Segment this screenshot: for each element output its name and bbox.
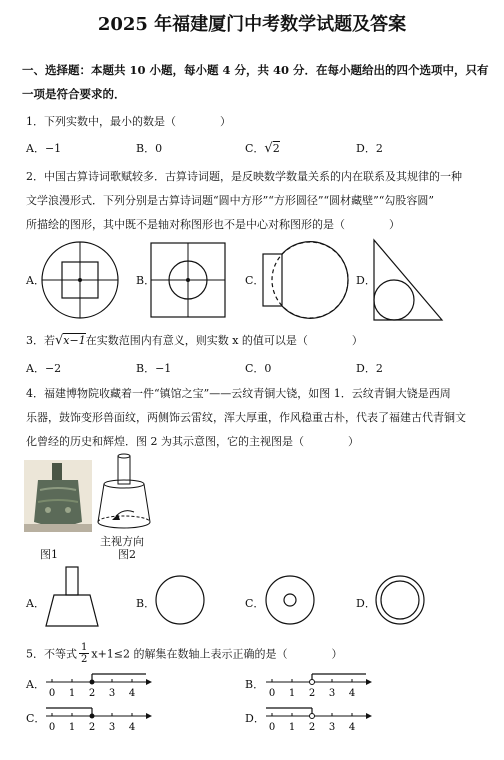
tick-0: 0 [268, 722, 276, 733]
bronze-photo [24, 460, 92, 532]
number-line-c [44, 704, 154, 732]
tick-2: 2 [308, 688, 316, 699]
tick-2: 2 [308, 722, 316, 733]
q4-label-b: B． [136, 597, 156, 610]
q3-option-a: A．−2 [26, 362, 62, 375]
q3-stem [26, 332, 363, 348]
sqrt-symbol: √ [264, 141, 273, 156]
q5-label-b: B． [245, 678, 265, 691]
q4-line1: 4．福建博物院收藏着一件“镇馆之宝”——云纹青铜大铙，如图 1．云纹青铜大铙是西周 [26, 387, 451, 400]
view-direction-label: 主视方向 [100, 535, 144, 548]
q4-label-d: D． [356, 597, 376, 610]
fig2-label: 图2 [118, 548, 136, 561]
q5-label-d: D． [245, 712, 265, 725]
q2-figure-a [40, 240, 120, 320]
tick-4: 4 [348, 722, 356, 733]
q4-line3: 化曾经的历史和辉煌．图 2 为其示意图，它的主视图是（ ） [26, 435, 359, 448]
q5-frac-den: 2 [81, 654, 88, 665]
section-header-line2: 一项是符合要求的． [22, 87, 126, 101]
q2-line1: 2．中国古算诗词歌赋较多．古算诗词题，是反映数学数量关系的内在联系及其规律的一种 [26, 170, 462, 183]
q4-option-d-figure [374, 574, 426, 626]
q2-label-b: B． [136, 274, 156, 287]
q4-option-a-figure [44, 566, 104, 628]
q4-label-a: A． [26, 597, 45, 610]
q2-label-a: A． [26, 274, 45, 287]
q2-line3: 所描绘的图形，其中既不是轴对称图形也不是中心对称图形的是（ ） [26, 218, 400, 231]
q2-figure-b [150, 242, 226, 318]
q1-option-d: D．2 [356, 142, 383, 155]
q5-stem-pre: 5．不等式 [26, 647, 77, 661]
page-title: 2025 年福建厦门中考数学试题及答案 [97, 14, 407, 35]
q1-option-b: B．0 [136, 142, 163, 155]
q2-figure-d [372, 238, 444, 322]
q1-option-c-label: C． [245, 142, 265, 155]
q5-frac-num: 1 [81, 642, 88, 653]
tick-4: 4 [128, 688, 136, 699]
q5-fraction [79, 642, 89, 665]
q3-option-d: D．2 [356, 362, 383, 375]
q2-line2: 文学浪漫形式．下列分别是古算诗词题“圆中方形”“方形圆径”“圆材藏壁”“勾股容圆” [26, 194, 434, 207]
q4-line2: 乐器，鼓饰变形兽面纹，两侧饰云雷纹，浑大厚重，作风稳重古朴，代表了福建古代青铜文 [26, 411, 466, 424]
q5-stem-post: x+1≤2 的解集在数轴上表示正确的是（ ） [91, 647, 343, 661]
q4-label-c: C． [245, 597, 265, 610]
q3-option-b: B．−1 [136, 362, 172, 375]
bronze-schematic [94, 454, 164, 540]
q5-label-a: A． [26, 678, 45, 691]
tick-3: 3 [328, 688, 336, 699]
q5-stem [26, 642, 343, 668]
tick-0: 0 [48, 688, 56, 699]
q4-option-b-figure [154, 574, 206, 626]
number-line-a [44, 670, 154, 698]
q1-stem: 1．下列实数中，最小的数是（ ） [26, 115, 231, 128]
tick-4: 4 [128, 722, 136, 733]
q3-option-c: C．0 [245, 362, 272, 375]
q3-stem-pre: 3．若 [26, 334, 55, 347]
tick-4: 4 [348, 688, 356, 699]
q2-figure-c [260, 240, 350, 320]
number-line-d [264, 704, 374, 732]
tick-0: 0 [48, 722, 56, 733]
tick-3: 3 [328, 722, 336, 733]
q4-option-c-figure [264, 574, 316, 626]
q3-stem-post: 在实数范围内有意义，则实数 x 的值可以是（ ） [85, 334, 363, 347]
tick-3: 3 [108, 722, 116, 733]
section-header-line1: 一、选择题：本题共 10 小题，每小题 4 分，共 40 分．在每小题给出的四个选项中，只有 [22, 63, 489, 77]
q5-label-c: C． [26, 712, 46, 725]
tick-3: 3 [108, 688, 116, 699]
q1-sqrt-radicand: 2 [272, 142, 280, 155]
fig1-label: 图1 [40, 548, 58, 561]
tick-1: 1 [288, 722, 296, 733]
tick-0: 0 [268, 688, 276, 699]
q1-option-a: A．−1 [26, 142, 62, 155]
sqrt-symbol: √ [55, 333, 64, 348]
number-line-b [264, 670, 374, 698]
tick-2: 2 [88, 722, 96, 733]
q2-label-c: C． [245, 274, 265, 287]
q1-option-c [245, 140, 280, 156]
tick-1: 1 [68, 722, 76, 733]
tick-1: 1 [288, 688, 296, 699]
q2-label-d: D． [356, 274, 376, 287]
tick-1: 1 [68, 688, 76, 699]
q3-radicand: x−1 [63, 334, 86, 347]
tick-2: 2 [88, 688, 96, 699]
